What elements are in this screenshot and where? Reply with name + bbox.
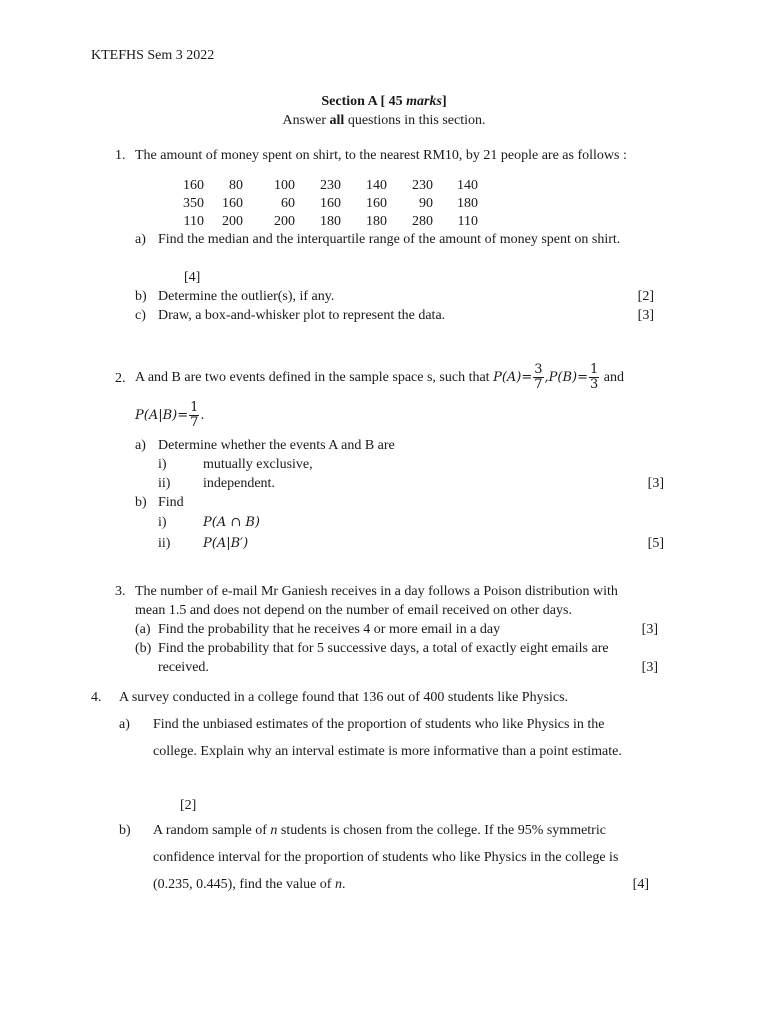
table-cell: 180 [366, 214, 387, 229]
table-row [172, 195, 478, 213]
table-cell: 90 [419, 196, 433, 211]
section-title-marks: marks [406, 94, 442, 109]
table-cell: 110 [183, 214, 204, 229]
q1-text: The amount of money spent on shirt, to the nearest RM10, by 21 people are as follows : [135, 148, 627, 163]
table-cell: 160 [320, 196, 341, 211]
q4a-line2: college. Explain why an interval estimate is more informative than a point estimate. [153, 744, 622, 759]
q1c-label: c) [135, 308, 146, 323]
q2-text: A and B are two events defined in the sample space s, such that P(A)= $\frac{3}{7}$ ,P(B)= $\frac{1}{3}$ and [135, 362, 625, 392]
q4a-line1: Find the unbiased estimates of the proportion of students who like Physics in the [153, 717, 605, 732]
q2a-mark: [3] [647, 476, 664, 491]
q1-number: 1. [115, 148, 126, 163]
table-cell: 140 [366, 178, 387, 193]
table-cell: 100 [274, 178, 295, 193]
q2aii-label: ii) [158, 476, 171, 491]
q4b-line1: A random sample of n students is chosen from the college. If the 95% symmetric [153, 823, 606, 838]
q4b-mark: [4] [632, 877, 649, 892]
q2bii-expr: P(A|B′) [203, 536, 249, 551]
q1-data-table [172, 177, 478, 231]
section-instruction: Answer all questions in this section. [282, 113, 486, 128]
table-cell: 160 [222, 196, 243, 211]
q2-pab-expr: P(A|B)= $\frac{1}{7}$ . [135, 400, 205, 430]
q4b-line3: (0.235, 0.445), find the value of n. [153, 877, 346, 892]
table-cell: 230 [320, 178, 341, 193]
q4a-label: a) [119, 717, 130, 732]
table-cell: 60 [281, 196, 295, 211]
exam-header: KTEFHS Sem 3 2022 [91, 48, 215, 63]
table-cell: 280 [412, 214, 433, 229]
table-cell: 230 [412, 178, 433, 193]
q2aii-text: independent. [203, 476, 275, 491]
q2b-mark: [5] [647, 536, 664, 551]
q3-line2: mean 1.5 and does not depend on the number of email received on other days. [135, 603, 572, 618]
q4b-line2: confidence interval for the proportion of students who like Physics in the college is [153, 850, 619, 865]
table-cell: 110 [457, 214, 478, 229]
q3a-label: (a) [135, 622, 151, 637]
table-cell: 160 [366, 196, 387, 211]
q2-pb-fraction: $\frac{1}{3}$ [590, 362, 599, 392]
q3b-mark: [3] [641, 660, 658, 675]
q1a-label: a) [135, 232, 146, 247]
table-cell: 80 [229, 178, 243, 193]
q1a-text: Find the median and the interquartile range of the amount of money spent on shirt. [158, 232, 621, 247]
table-cell: 180 [457, 196, 478, 211]
table-cell: 200 [222, 214, 243, 229]
q2-pa-fraction: $\frac{3}{7}$ [534, 362, 543, 392]
q2-number: 2. [115, 371, 126, 386]
q2-pa-expr: P(A)= $\frac{3}{7}$ ,P(B)= $\frac{1}{3}$ [493, 362, 599, 392]
section-title: Section A [ 45 marks] [321, 94, 447, 109]
q2bi-label: i) [158, 515, 167, 530]
q4a-mark: [2] [180, 798, 197, 813]
q2ai-text: mutually exclusive, [203, 457, 313, 472]
q4-number: 4. [91, 690, 102, 705]
table-cell: 350 [183, 196, 204, 211]
q2ai-label: i) [158, 457, 167, 472]
q4b-label: b) [119, 823, 131, 838]
q2b-text: Find [158, 495, 184, 510]
q2bi-expr: P(A ∩ B) [203, 515, 260, 530]
table-cell: 140 [457, 178, 478, 193]
q4-text: A survey conducted in a college found that 136 out of 400 students like Physics. [119, 690, 569, 705]
q1c-mark: [3] [637, 308, 654, 323]
q3-number: 3. [115, 584, 126, 599]
q3b-line2: received. [158, 660, 209, 675]
table-row [172, 177, 478, 195]
q3a-text: Find the probability that he receives 4 or more email in a day [158, 622, 501, 637]
q1b-mark: [2] [637, 289, 654, 304]
q3b-label: (b) [135, 641, 152, 656]
q1b-text: Determine the outlier(s), if any. [158, 289, 335, 304]
table-cell: 200 [274, 214, 295, 229]
q2-pab-fraction: $\frac{1}{7}$ [190, 400, 199, 430]
q2a-text: Determine whether the events A and B are [158, 438, 395, 453]
table-row [172, 213, 478, 231]
table-cell: 180 [320, 214, 341, 229]
q1b-label: b) [135, 289, 147, 304]
q1a-mark: [4] [184, 270, 201, 285]
table-cell: 160 [183, 178, 204, 193]
q1c-text: Draw, a box-and-whisker plot to represent the data. [158, 308, 446, 323]
q3a-mark: [3] [641, 622, 658, 637]
q3b-line1: Find the probability that for 5 successive days, a total of exactly eight emails are [158, 641, 609, 656]
q2a-label: a) [135, 438, 146, 453]
q2b-label: b) [135, 495, 147, 510]
q3-line1: The number of e-mail Mr Ganiesh receives in a day follows a Poison distribution with [135, 584, 618, 599]
q2bii-label: ii) [158, 536, 171, 551]
